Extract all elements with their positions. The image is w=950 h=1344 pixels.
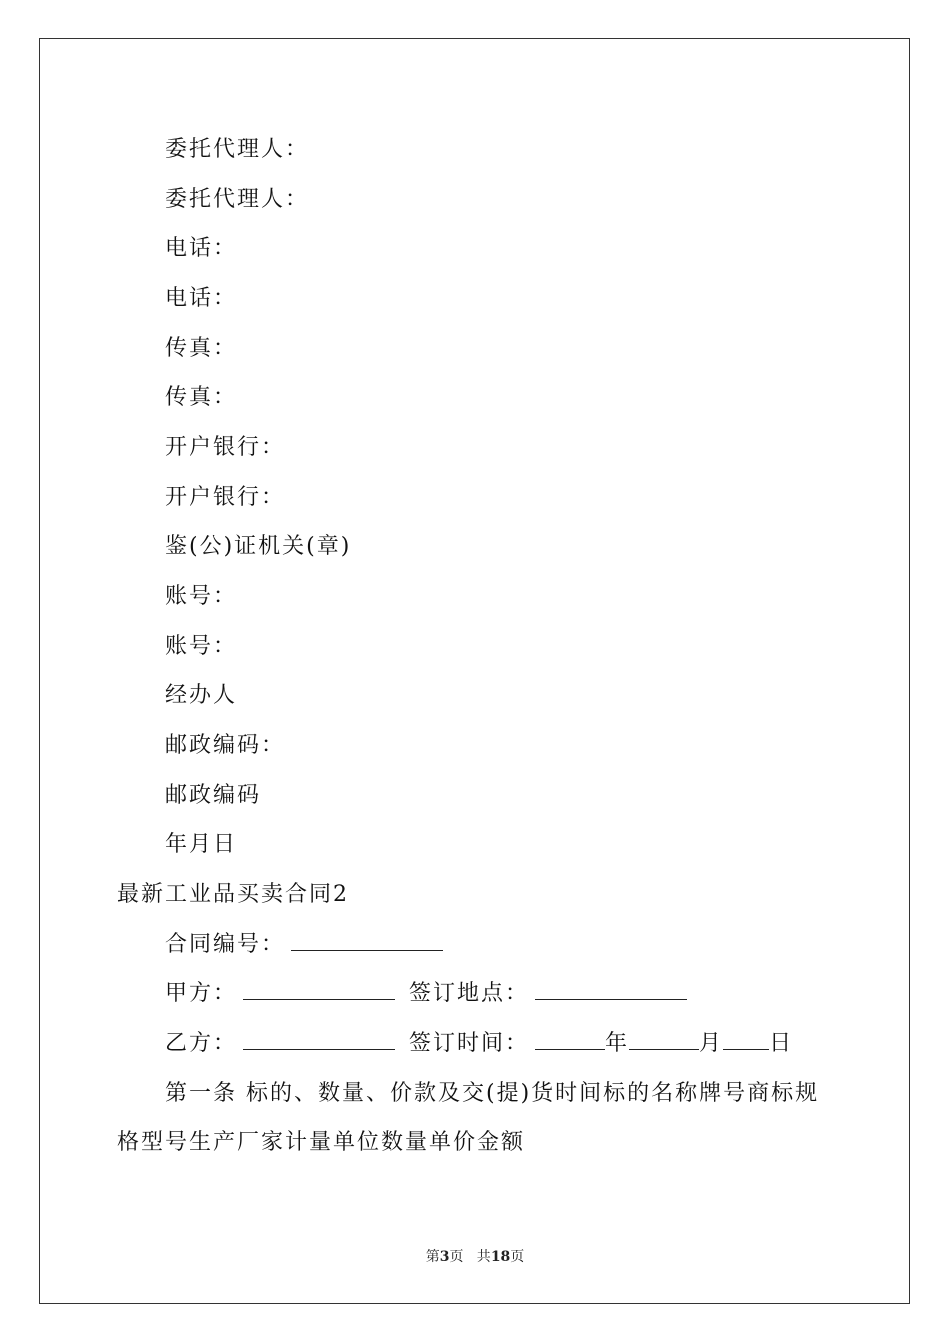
text-line: 年月日 — [165, 832, 238, 857]
day-blank — [723, 1029, 769, 1050]
section-title: 最新工业品买卖合同2 — [117, 882, 349, 907]
party-b-blank — [243, 1029, 395, 1050]
text-line: 委托代理人： — [165, 187, 310, 212]
year-blank — [535, 1029, 605, 1050]
contract-number-row — [165, 930, 443, 960]
text-line: 账号： — [165, 584, 238, 609]
party-a-label: 甲方： — [165, 981, 238, 1006]
page-border — [39, 38, 910, 1304]
text-line: 传真： — [165, 336, 238, 361]
footer-total-pages: 18 — [490, 1249, 511, 1265]
party-a-blank — [243, 979, 395, 1000]
text-line: 开户银行： — [165, 485, 286, 510]
text-line: 鉴(公)证机关(章) — [165, 534, 352, 559]
page-footer — [0, 1246, 950, 1266]
article-1-line-2: 格型号生产厂家计量单位数量单价金额 — [117, 1130, 526, 1155]
sign-time-label: 签订时间： — [409, 1031, 530, 1056]
footer-page-number: 3 — [439, 1249, 450, 1265]
text-line: 委托代理人： — [165, 137, 310, 162]
contract-number-blank — [291, 930, 443, 951]
party-b-label: 乙方： — [165, 1031, 238, 1056]
footer-prefix: 第 — [425, 1249, 440, 1265]
year-label: 年 — [605, 1031, 630, 1056]
month-blank — [629, 1029, 699, 1050]
article-1-line-1: 第一条 标的、数量、价款及交(提)货时间标的名称牌号商标规 — [165, 1081, 820, 1106]
contract-number-label: 合同编号： — [165, 932, 286, 957]
sign-place-blank — [535, 979, 687, 1000]
sign-place-label: 签订地点： — [409, 981, 530, 1006]
text-line: 传真： — [165, 385, 238, 410]
text-line: 经办人 — [165, 683, 238, 708]
month-label: 月 — [699, 1031, 724, 1056]
party-b-row — [165, 1029, 793, 1059]
text-line: 电话： — [165, 286, 238, 311]
party-a-row — [165, 979, 687, 1009]
text-line: 邮政编码： — [165, 733, 286, 758]
text-line: 电话： — [165, 236, 238, 261]
day-label: 日 — [769, 1031, 794, 1056]
text-line: 开户银行： — [165, 435, 286, 460]
text-line: 账号： — [165, 634, 238, 659]
text-line: 邮政编码 — [165, 783, 262, 808]
footer-mid: 页 共 — [449, 1249, 491, 1265]
footer-suffix: 页 — [510, 1249, 525, 1265]
